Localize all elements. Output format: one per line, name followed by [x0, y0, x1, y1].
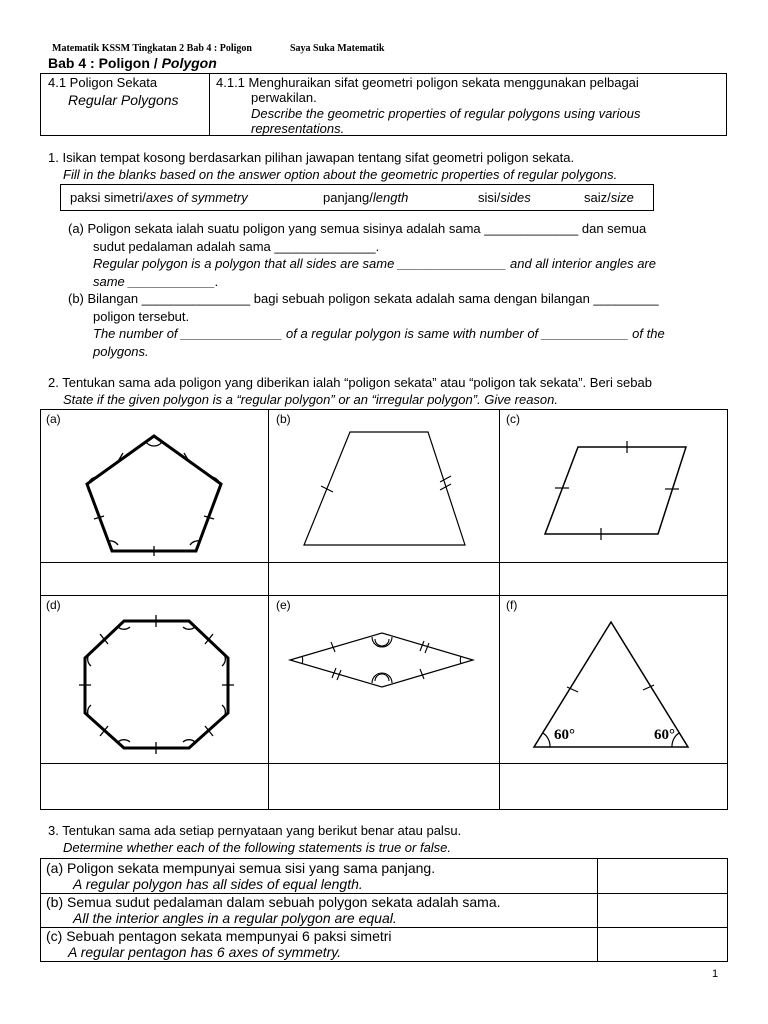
q1b-ms-1: (b) Bilangan _______________ bagi sebuah poligon sekata adalah sama dengan bilangan _________: [68, 291, 659, 306]
q1-instruction-en: Fill in the blanks based on the answer option about the geometric properties of regular polygons.: [63, 167, 618, 182]
header-left: Matematik KSSM Tingkatan 2 Bab 4 : Poligon: [52, 43, 252, 54]
std-ms-2: perwakilan.: [251, 90, 317, 105]
label-c: (c): [506, 412, 520, 426]
label-d: (d): [46, 598, 61, 612]
q2-instruction-ms: 2. Tentukan sama ada poligon yang diberikan ialah “poligon sekata” atau “poligon tak sekata”. Beri sebab: [48, 375, 652, 390]
q1a-en-1: Regular polygon is a polygon that all sides are same _______________ and all interior angles are: [93, 256, 656, 271]
page-title: Bab 4 : Poligon / Polygon: [48, 55, 217, 71]
q1b-en-1: The number of ______________ of a regular polygon is same with number of ____________ of the: [93, 326, 665, 341]
option-sides: sisi/sides: [478, 190, 531, 205]
q2-instruction-en: State if the given polygon is a “regular polygon” or an “irregular polygon”. Give reason.: [63, 392, 558, 407]
page-number: 1: [712, 968, 719, 980]
q1a-en-2: same ____________.: [93, 274, 219, 289]
header-right: Saya Suka Matematik: [290, 43, 385, 54]
tf-answer-c[interactable]: [598, 928, 727, 961]
tf-answer-a[interactable]: [598, 859, 727, 892]
option-length: panjang/length: [323, 190, 409, 205]
angle-label-left: 60°: [554, 727, 575, 743]
q1b-ms-2: poligon tersebut.: [93, 309, 190, 324]
q3-instruction-en: Determine whether each of the following statements is true or false.: [63, 840, 452, 855]
label-a: (a): [46, 412, 61, 426]
std-en-1: Describe the geometric properties of regular polygons using various: [251, 106, 641, 121]
angle-label-right: 60°: [654, 727, 675, 743]
label-b: (b): [276, 412, 291, 426]
q3-instruction-ms: 3. Tentukan sama ada setiap pernyataan yang berikut benar atau palsu.: [48, 823, 462, 838]
topic-ms: 4.1 Poligon Sekata: [48, 75, 158, 90]
tf-answer-b[interactable]: [598, 894, 727, 926]
q3c-en: A regular pentagon has 6 axes of symmetry.: [68, 944, 342, 960]
q1a-ms-1: (a) Poligon sekata ialah suatu poligon yang semua sisinya adalah sama _____________ dan semua: [68, 221, 647, 236]
q3a-en: A regular polygon has all sides of equal length.: [73, 876, 363, 892]
q3c-ms: (c) Sebuah pentagon sekata mempunyai 6 paksi simetri: [46, 928, 392, 944]
option-axes: paksi simetri/axes of symmetry: [70, 190, 248, 205]
std-ms-1: 4.1.1 Menghuraikan sifat geometri poligon sekata menggunakan pelbagai: [216, 75, 639, 90]
label-e: (e): [276, 598, 291, 612]
q3b-en: All the interior angles in a regular polygon are equal.: [73, 910, 397, 926]
q3a-ms: (a) Poligon sekata mempunyai semua sisi yang sama panjang.: [46, 860, 436, 876]
q1-instruction-ms: 1. Isikan tempat kosong berdasarkan pilihan jawapan tentang sifat geometri poligon sekata.: [48, 150, 575, 165]
q1a-ms-2: sudut pedalaman adalah sama ______________.: [93, 239, 380, 254]
option-size: saiz/size: [584, 190, 634, 205]
q1b-en-2: polygons.: [93, 344, 149, 359]
label-f: (f): [506, 598, 518, 612]
topic-en: Regular Polygons: [68, 92, 179, 108]
q3b-ms: (b) Semua sudut pedalaman dalam sebuah polygon sekata adalah sama.: [46, 894, 501, 910]
std-en-2: representations.: [251, 121, 345, 136]
